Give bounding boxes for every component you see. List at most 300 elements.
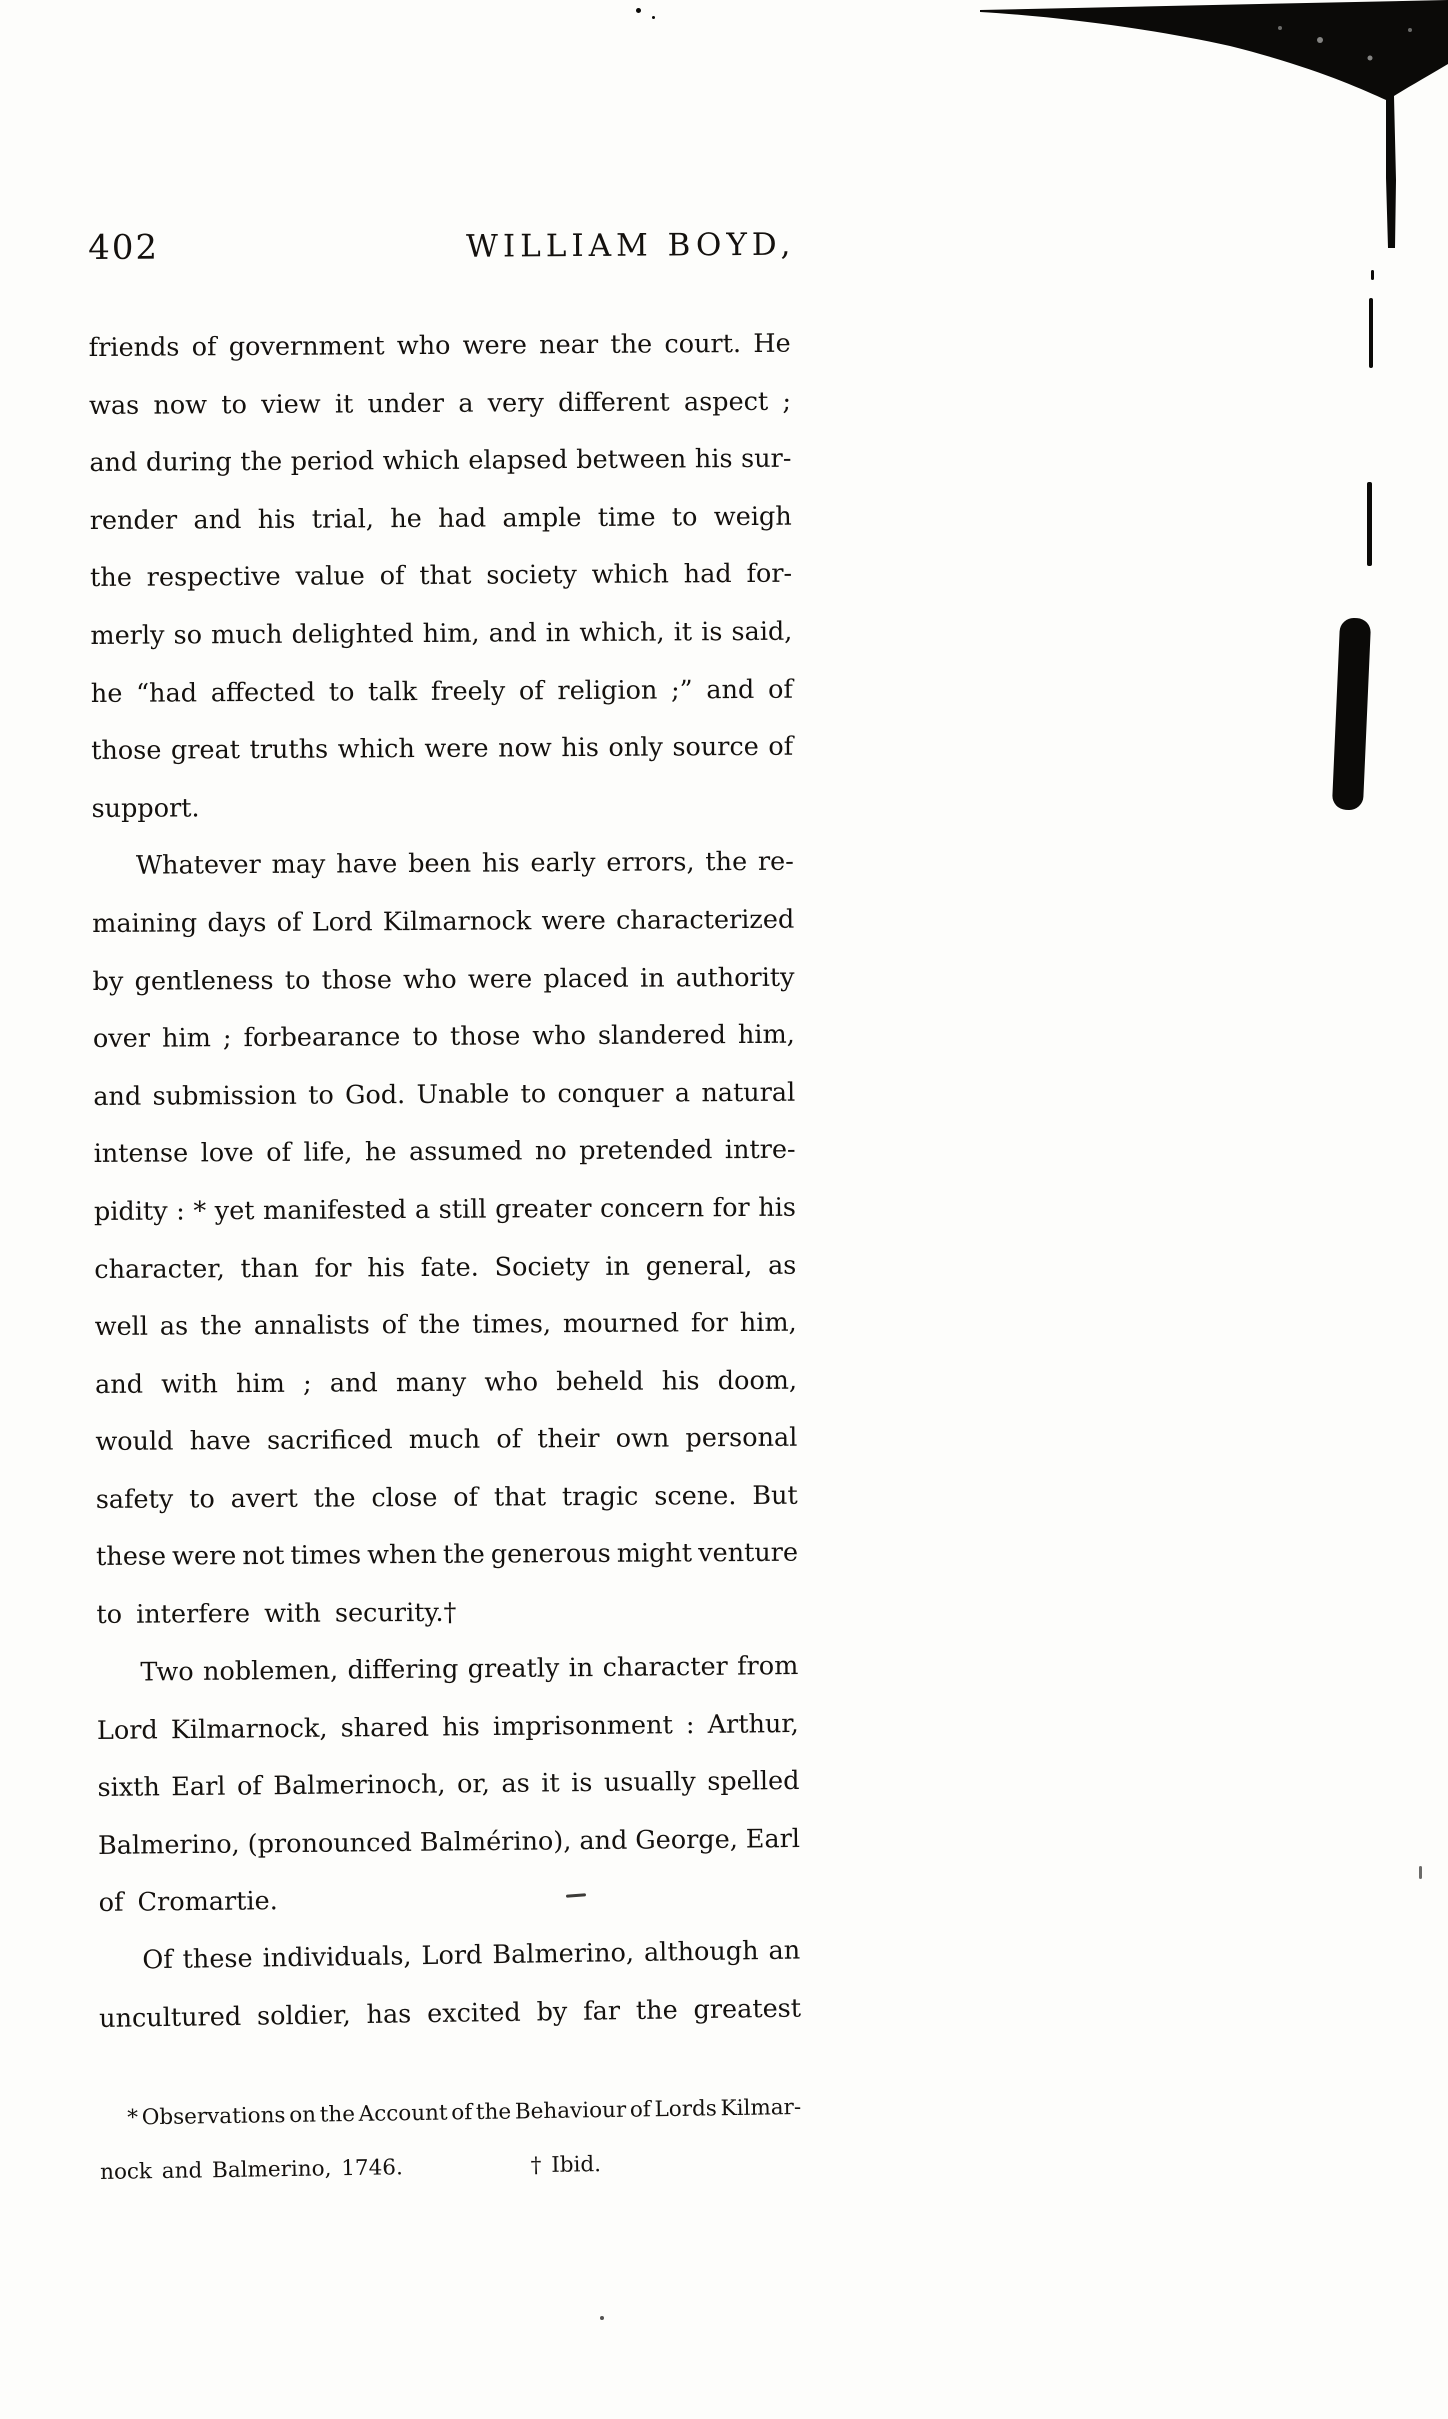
word: aspect <box>683 386 769 417</box>
word: his <box>758 1192 797 1223</box>
word: sur- <box>741 443 792 475</box>
word: from <box>736 1650 799 1682</box>
word: the <box>610 329 653 360</box>
word: manifested <box>263 1194 407 1226</box>
word: his <box>367 1252 406 1283</box>
word: spelled <box>707 1765 800 1797</box>
word: of <box>629 2097 651 2123</box>
word: was <box>88 390 140 421</box>
word: of <box>496 1424 522 1455</box>
word: were <box>467 963 533 995</box>
text-line <box>90 604 792 666</box>
word: times <box>290 1540 362 1572</box>
word: intense <box>93 1138 189 1170</box>
word: intre- <box>724 1135 796 1166</box>
word: value <box>295 561 365 593</box>
word: by <box>92 966 124 997</box>
word: would <box>95 1426 174 1458</box>
text-line <box>90 546 792 608</box>
page-header <box>88 224 796 320</box>
word: ;” <box>670 674 693 706</box>
text-line <box>91 661 793 723</box>
page-number: 402 <box>88 227 160 268</box>
text-line <box>97 1695 800 1760</box>
word: great <box>170 735 241 766</box>
text-line <box>93 1007 795 1069</box>
word: still <box>438 1194 487 1225</box>
text-line: to interfere with security.† <box>96 1597 457 1631</box>
word: much <box>211 619 283 651</box>
word: George, <box>635 1824 738 1856</box>
word: his <box>481 848 520 879</box>
word: Lord <box>421 1939 483 1971</box>
word: those <box>91 735 162 767</box>
word: as <box>159 1311 189 1342</box>
text-line <box>99 1980 802 2048</box>
word: to <box>328 676 355 708</box>
word: to <box>284 965 311 996</box>
word: the <box>319 2101 356 2128</box>
word: errors, <box>606 847 695 879</box>
word: to <box>221 389 248 420</box>
text-line <box>93 1064 795 1126</box>
word: (pronounced <box>247 1827 412 1859</box>
word: yet <box>214 1195 255 1227</box>
word: uncultured <box>98 2001 242 2034</box>
word: and <box>94 1369 144 1400</box>
word: God. <box>344 1079 406 1111</box>
word: ; <box>302 1368 312 1399</box>
word: in <box>545 618 571 649</box>
word: these <box>182 1943 253 1975</box>
word: merly <box>90 620 165 651</box>
footnote <box>99 2081 803 2200</box>
word: doom, <box>717 1365 798 1396</box>
word: who <box>403 964 457 995</box>
word: for <box>712 1192 750 1224</box>
word: to <box>412 1022 439 1053</box>
word: Arthur, <box>707 1708 799 1740</box>
word: as <box>501 1768 530 1799</box>
word: concern <box>599 1193 705 1224</box>
word: his <box>561 733 600 764</box>
speck-artifact <box>636 8 641 13</box>
word: excited <box>426 1996 521 2029</box>
word: individuals, <box>262 1940 412 1974</box>
text-line <box>94 1237 796 1299</box>
word: have <box>189 1426 251 1457</box>
word: general, <box>645 1250 753 1282</box>
word: his <box>694 444 733 475</box>
word: court. <box>664 329 742 360</box>
word: by <box>536 1996 568 2027</box>
word: trial, <box>311 504 374 535</box>
speck-artifact <box>600 2316 604 2320</box>
word: and <box>193 504 242 536</box>
word: a <box>674 1078 691 1109</box>
word: early <box>530 848 596 879</box>
word: Two <box>140 1656 194 1688</box>
word: were <box>462 330 528 361</box>
word: He <box>753 328 791 359</box>
word: mourned <box>562 1308 680 1340</box>
word: Lord <box>311 907 373 938</box>
word: of <box>276 907 302 938</box>
word: own <box>615 1423 670 1455</box>
word: no <box>534 1136 567 1167</box>
word: shared <box>340 1711 430 1743</box>
word: of <box>451 2099 473 2126</box>
word: greatly <box>467 1653 560 1684</box>
margin-line-artifact <box>1371 270 1374 280</box>
word: generous <box>490 1539 611 1571</box>
word: Account <box>358 2100 448 2127</box>
word: Lord <box>96 1714 158 1746</box>
word: Kilmarnock <box>382 906 532 938</box>
word: placed <box>543 963 629 994</box>
word: he <box>90 678 123 709</box>
footnote-ibid: † Ibid. <box>530 2151 602 2179</box>
word: Kilmarnock, <box>170 1712 328 1745</box>
paragraph <box>92 834 799 1645</box>
word: re- <box>757 847 794 878</box>
word: only <box>608 732 663 763</box>
word: the <box>418 1309 461 1341</box>
word: But <box>752 1480 798 1511</box>
word: ; <box>222 1023 232 1054</box>
text-line <box>92 949 794 1011</box>
word: safety <box>95 1484 174 1515</box>
word: Of <box>142 1944 173 1975</box>
word: days <box>207 907 267 939</box>
word: him <box>235 1368 285 1399</box>
word: usually <box>603 1766 696 1798</box>
word: Behaviour <box>514 2097 627 2125</box>
word: life, <box>303 1137 353 1169</box>
word: and <box>329 1367 378 1399</box>
word: love <box>200 1138 254 1169</box>
word: render <box>89 505 178 536</box>
word: character <box>602 1651 728 1683</box>
word: or, <box>456 1768 491 1800</box>
word: for- <box>746 559 793 590</box>
word: ; <box>782 386 792 417</box>
word: the <box>475 2099 512 2125</box>
text-line <box>92 892 794 954</box>
word: those <box>449 1021 521 1052</box>
word: greater <box>495 1193 592 1225</box>
footnote-line <box>100 2135 803 2200</box>
word: when <box>367 1540 438 1571</box>
word: : <box>176 1196 185 1227</box>
word: very <box>487 387 544 419</box>
word: in <box>605 1251 631 1282</box>
word: under <box>367 388 445 419</box>
word: and <box>488 618 537 649</box>
word: sixth <box>97 1772 160 1803</box>
word: differing <box>347 1654 459 1686</box>
word: slandered <box>597 1020 726 1052</box>
word: Whatever <box>135 850 261 882</box>
footnote-line <box>99 2081 802 2146</box>
word: Earl <box>745 1823 801 1854</box>
word: Kilmar- <box>720 2094 802 2122</box>
word: government <box>228 331 385 363</box>
word: for <box>314 1252 352 1284</box>
word: friends <box>88 332 180 363</box>
word: he <box>390 503 422 534</box>
text-line <box>89 431 791 493</box>
word: forbearance <box>243 1022 401 1054</box>
word: ample <box>502 502 582 534</box>
word: religion <box>557 675 658 706</box>
text-line: support. <box>91 793 200 824</box>
word: annalists <box>253 1310 370 1342</box>
word: submission <box>152 1080 297 1112</box>
word: of <box>236 1771 262 1802</box>
word: that <box>493 1482 547 1513</box>
word: authority <box>675 962 795 993</box>
word: respective <box>146 562 281 594</box>
word: is <box>701 617 723 648</box>
word: he <box>364 1137 397 1168</box>
word: different <box>557 387 670 418</box>
word: who <box>484 1366 539 1398</box>
word: in <box>568 1652 594 1683</box>
word: between <box>576 444 687 476</box>
word: to <box>189 1484 215 1515</box>
word: sacrificed <box>266 1425 393 1457</box>
word: of <box>191 332 217 363</box>
word: and <box>706 674 755 705</box>
word: had <box>683 559 732 590</box>
word: a <box>458 388 474 419</box>
margin-line-artifact <box>1367 482 1372 566</box>
word: although <box>643 1935 759 1968</box>
word: : <box>685 1709 695 1740</box>
word: to <box>308 1080 334 1111</box>
word: during <box>145 447 232 478</box>
word: fate. <box>420 1252 479 1283</box>
word: his <box>441 1711 480 1742</box>
speck-artifact <box>652 16 655 19</box>
word: many <box>395 1367 467 1398</box>
word: “had <box>135 677 198 709</box>
scan-corner-shadow-artifact <box>980 0 1448 256</box>
word: natural <box>701 1077 796 1108</box>
word: now <box>153 389 208 421</box>
word: had <box>438 503 487 534</box>
word: beheld <box>556 1366 644 1397</box>
word: freely <box>430 676 506 707</box>
word: * <box>193 1196 207 1227</box>
word: these <box>96 1542 167 1573</box>
word: close <box>371 1482 438 1514</box>
word: the <box>442 1540 485 1571</box>
word: personal <box>685 1422 798 1454</box>
word: said, <box>731 616 793 648</box>
word: of <box>768 731 794 763</box>
word: than <box>240 1253 299 1284</box>
word: Unable <box>416 1079 510 1110</box>
word: have <box>336 849 398 880</box>
text-line <box>92 834 794 896</box>
text-line <box>94 1180 796 1242</box>
word: him <box>161 1023 211 1054</box>
word: were <box>424 733 489 765</box>
word: view <box>261 389 321 420</box>
word: pidity <box>93 1196 168 1227</box>
word: truths <box>249 734 329 766</box>
word: time <box>597 502 656 533</box>
word: Observations <box>141 2102 286 2131</box>
text-line <box>97 1753 800 1818</box>
word: Earl <box>171 1771 226 1803</box>
word: near <box>539 329 599 361</box>
word: scene. <box>654 1480 737 1512</box>
word: elapsed <box>468 445 568 476</box>
word: to <box>520 1078 547 1110</box>
text-line <box>98 1810 801 1875</box>
word: Balmerino, <box>97 1828 240 1861</box>
word: is <box>570 1767 593 1799</box>
word: that <box>419 561 472 592</box>
word: the <box>313 1483 356 1514</box>
text-line <box>91 719 793 781</box>
word: conquer <box>557 1078 664 1109</box>
word: character, <box>94 1253 225 1285</box>
word: the <box>240 447 283 478</box>
word: period <box>290 446 375 477</box>
word: venture <box>698 1538 799 1569</box>
running-header: WILLIAM BOYD, <box>466 226 796 265</box>
word: well <box>94 1311 149 1343</box>
word: Society <box>494 1251 590 1283</box>
word: assumed <box>408 1136 523 1168</box>
word: over <box>92 1023 151 1055</box>
word: the <box>90 563 132 594</box>
word: might <box>616 1538 693 1570</box>
word: on <box>289 2102 317 2128</box>
word: those <box>321 964 392 996</box>
body-text <box>89 316 802 2048</box>
word: Balmérino), <box>419 1825 572 1858</box>
word: characterized <box>616 904 795 936</box>
word: a <box>414 1194 431 1225</box>
word: which <box>591 559 669 591</box>
word: the <box>200 1311 242 1342</box>
speck-artifact <box>1419 1866 1422 1879</box>
word: his <box>661 1365 700 1397</box>
text-line <box>98 1922 801 1990</box>
text-line <box>89 373 791 435</box>
word: and <box>89 447 138 479</box>
word: imprisonment <box>492 1709 673 1742</box>
word: may <box>271 849 326 881</box>
word: him, <box>737 1019 795 1051</box>
word: for <box>690 1308 728 1339</box>
word: has <box>366 1998 412 2030</box>
text-line <box>95 1295 797 1357</box>
text-line: of Cromartie. <box>98 1886 278 1918</box>
text-line <box>95 1410 797 1472</box>
word: Lords <box>654 2096 718 2123</box>
text-line <box>93 1122 795 1184</box>
word: pretended <box>579 1135 713 1167</box>
text-line <box>95 1352 797 1414</box>
word: society <box>486 560 578 591</box>
paragraph <box>96 1638 801 1933</box>
word: were <box>541 905 606 937</box>
word: an <box>768 1935 801 1966</box>
word: not <box>242 1541 285 1572</box>
word: of <box>266 1138 292 1169</box>
word: him, <box>422 618 480 649</box>
word: of <box>767 674 793 705</box>
ink-blob-artifact <box>1332 617 1371 810</box>
text-line <box>90 488 792 550</box>
word: much <box>408 1424 481 1456</box>
word: which <box>337 734 415 765</box>
word: delighted <box>291 618 414 650</box>
word: Balmerino, <box>492 1937 635 1970</box>
word: source <box>672 732 759 763</box>
paragraph <box>89 316 794 839</box>
word: talk <box>368 676 418 707</box>
word: as <box>767 1250 797 1281</box>
text-line <box>96 1468 798 1530</box>
word: who <box>396 330 451 362</box>
word: now <box>498 733 552 764</box>
paragraph <box>98 1922 802 2048</box>
word: soldier, <box>256 1999 351 2031</box>
page-content <box>88 224 802 2200</box>
word: tragic <box>561 1481 639 1513</box>
word: their <box>537 1424 600 1455</box>
word: his <box>257 504 296 535</box>
word: who <box>532 1021 587 1052</box>
word: the <box>635 1994 678 2026</box>
word: times, <box>472 1309 552 1340</box>
word: and <box>93 1081 142 1112</box>
word: and <box>579 1825 628 1856</box>
word: of <box>381 1310 407 1341</box>
word: to <box>671 502 698 533</box>
word: it <box>673 617 693 648</box>
word: avert <box>230 1483 298 1515</box>
text-line <box>96 1525 798 1587</box>
word: of <box>379 561 405 592</box>
margin-line-artifact <box>1369 298 1373 368</box>
text-line <box>89 316 791 378</box>
word: of <box>453 1482 479 1513</box>
word: in <box>639 963 665 994</box>
word: * <box>127 2105 139 2131</box>
text-line <box>96 1638 799 1703</box>
word: with <box>161 1368 218 1400</box>
word: affected <box>210 677 316 708</box>
word: him, <box>739 1307 797 1339</box>
word: which, <box>579 617 665 648</box>
word: been <box>408 849 472 880</box>
word: noblemen, <box>202 1655 339 1687</box>
word: greatest <box>693 1992 802 2025</box>
word: which <box>382 445 460 477</box>
word: Balmerinoch, <box>273 1769 446 1802</box>
word: it <box>541 1768 560 1799</box>
word: so <box>173 620 203 651</box>
word: the <box>705 847 748 878</box>
